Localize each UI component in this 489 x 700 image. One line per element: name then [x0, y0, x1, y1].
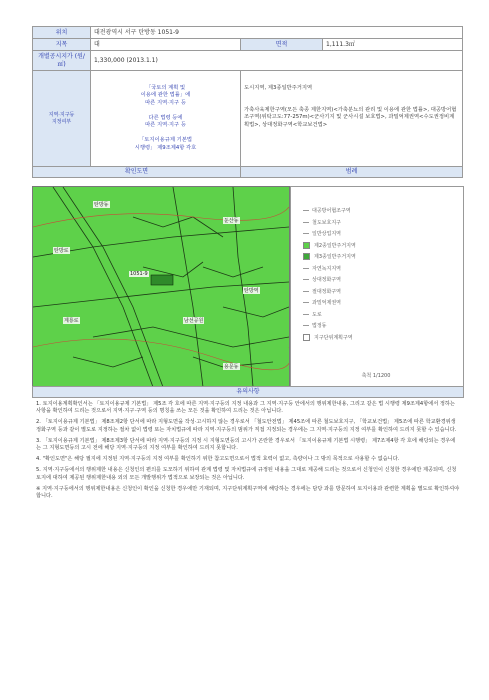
legend-item [303, 311, 322, 318]
law-line-2: 따른 지역·지구 등 [145, 99, 186, 106]
legend-label: 도로 [312, 311, 322, 318]
legend-label: 상대정화구역 [312, 277, 341, 283]
zoning-detail-line1: 도시지역, 제3종일반주거지역 [244, 85, 313, 91]
law-line-0: 「국토의 계획 및 [145, 84, 186, 91]
location-label: 위치 [33, 27, 91, 39]
legend-item [303, 230, 341, 237]
legend-swatch [303, 302, 309, 303]
legend-item [303, 219, 341, 226]
legend-swatch [303, 291, 309, 292]
law-line-7: 「토지이용규제 기본법 [138, 137, 193, 144]
map-label-5: 남선공원 [184, 318, 204, 324]
legend-item [303, 207, 351, 214]
legend-swatch [303, 279, 309, 280]
legend-swatch [303, 210, 309, 211]
legend-label: 절대정화구역 [312, 288, 341, 295]
legend-label: 법정동 [312, 323, 327, 329]
legend-item [303, 253, 356, 260]
note-paragraph-3: 3. 「토지이용규제 기본법」 제8조제3항 단서에 따라 지역·지구등의 지정 시 지형도면등의 고시가 곤란한 경우로서 「토지이용규제 기본법 시행령」 제7조제4항 각 호에 해당되는 경우에는 그 지형도면등의 고시 전에 해당 지역·지구등의 지정 여부를 확인하여 드리지 못합니다. [36, 437, 456, 452]
map-label-2: 1051-9 [130, 271, 148, 277]
legend-swatch [303, 242, 310, 249]
legend-swatch [303, 233, 309, 234]
land-use-info-table [32, 26, 463, 178]
zoning-detail-line2: 가축사육제한구역(모든 축종 제한지역)<가축분뇨의 관리 및 이용에 관한 법률>, 대공방어협조구역(위탁고도:77-257m)<군사기지 및 군사시설 보호법>, 과밀억제권역<수도권정비계획법>, 상대정화구역<학교보건법> [244, 106, 457, 128]
area-label: 면적 [241, 39, 323, 51]
legend-title: 범례 [241, 167, 463, 178]
law-line-4: 다른 법령 등에 [148, 114, 183, 121]
legend-swatch [303, 222, 309, 223]
map-label-1: 탄방로 [54, 248, 69, 254]
land-category-label: 지목 [33, 39, 91, 51]
legend-item [303, 288, 341, 295]
legend-item [303, 334, 353, 341]
land-category-value: 대 [91, 39, 241, 51]
official-price-label: 개별공시지가 (원/㎡) [33, 51, 91, 71]
legend-swatch [303, 253, 310, 260]
legend-label: 철도보호지구 [312, 219, 341, 226]
legend-item [303, 299, 341, 306]
note-paragraph-5: 5. 지역·지구등에서의 행위제한 내용은 신청인의 편의를 도모하기 위하여 관계 법령 및 자치법규에 규정된 내용을 그대로 제공해 드리는 것으로서 신청인이 신청한 경우에만 제공되며, 신청 토지에 대하여 제공된 행위제한내용 외의 모든 개발행위가 법적으로 보장되는 것은 아닙니다. [36, 467, 457, 481]
note-paragraph-2: 2. 「토지이용규제 기본법」 제8조제2항 단서에 따라 지형도면을 작성·고시하지 않는 경우로서 「철도안전법」 제45조에 따른 철도보호지구, 「학교보건법」 제5조에 따른 학교환경위생 정화구역 등과 같이 별도로 지정하는 절차 없이 법령 또는 자치법규에 따라 지역·지구등의 범위가 직접 지정되는 경우에는 그 지역·지구등의 지정 여부를 확인하여 드리지 못할 수 있습니다. [36, 419, 457, 433]
zoning-detail [241, 71, 463, 167]
law-line-8: 시행령」 제9조제4항 각호 [134, 144, 197, 151]
area-value: 1,111.3㎡ [323, 39, 463, 51]
note-paragraph-4: 4. "확인도면"은 해당 필지에 지정된 지역·지구등의 지정 여부를 확인하기 위한 참고도면으로서 법적 효력이 없고, 측량이나 그 밖의 목적으로 사용할 수 없습니다. [36, 456, 400, 463]
map-label-6: 탄방역 [244, 288, 259, 294]
legend-item [303, 242, 356, 249]
legend-label: 제2종일반주거지역 [314, 242, 356, 249]
map-label-3: 둔산동 [224, 218, 239, 224]
location-value: 대전광역시 서구 탄방동 1051-9 [91, 27, 463, 39]
map-label-7: 용문동 [224, 364, 239, 370]
legend-label: 지구단위계획구역 [314, 334, 353, 341]
legend-label: 대공방어협조구역 [312, 208, 351, 214]
notes-list [36, 401, 460, 504]
map-scale: 축척 1/1200 [361, 373, 391, 379]
zoning-category-label: 지역·지구등 지정여부 [33, 71, 91, 167]
note-paragraph-1: 1. 토지이용계획확인서는 「토지이용규제 기본법」 제5조 각 호에 따른 지역·지구등의 지정 내용과 그 지역·지구등 안에서의 행위제한내용, 그리고 같은 법 시행령 제9조제4항에서 정하는 사항을 확인하여 드리는 것으로서 지역·지구·구역 등의 명칭을 쓰는 모든 것을 확인하여 드리는 것은 아닙니다. [36, 401, 455, 415]
legend-label: 제3종일반주거지역 [314, 254, 356, 260]
legend-label: 일반상업지역 [312, 231, 341, 237]
law-line-5: 따른 지역·지구 등 [145, 122, 186, 129]
legend-swatch [303, 314, 309, 315]
legend-item [303, 265, 341, 272]
map-label-0: 탄방동 [94, 202, 109, 208]
law-line-3 [94, 107, 237, 115]
note-paragraph-6: ※ 지역·지구등에서의 행위제한내용은 신청인이 확인을 신청한 경우에만 기재되며, 지구단위계획구역에 해당하는 경우에는 담당 과를 방문하여 토지이용과 관련한 계획을 별도로 확인하셔야 합니다. [36, 485, 460, 500]
legend-item [303, 276, 341, 283]
notes-title: 유의사항 [32, 386, 464, 398]
zoning-law-block [91, 71, 241, 167]
map-title: 확인도면 [33, 167, 241, 178]
map-label-4: 계룡로 [64, 318, 79, 324]
official-price-value: 1,330,000 (2013.1.1) [91, 51, 463, 71]
law-line-1: 이용에 관한 법률」에 [140, 92, 191, 99]
legend-swatch [303, 334, 310, 341]
legend-item [303, 322, 327, 329]
legend-label: 과밀억제권역 [312, 300, 341, 306]
legend-swatch [303, 268, 309, 269]
legend-label: 자연녹지지역 [312, 265, 341, 272]
map-legend [290, 186, 464, 388]
confirmation-map [32, 186, 290, 388]
legend-swatch [303, 325, 309, 326]
